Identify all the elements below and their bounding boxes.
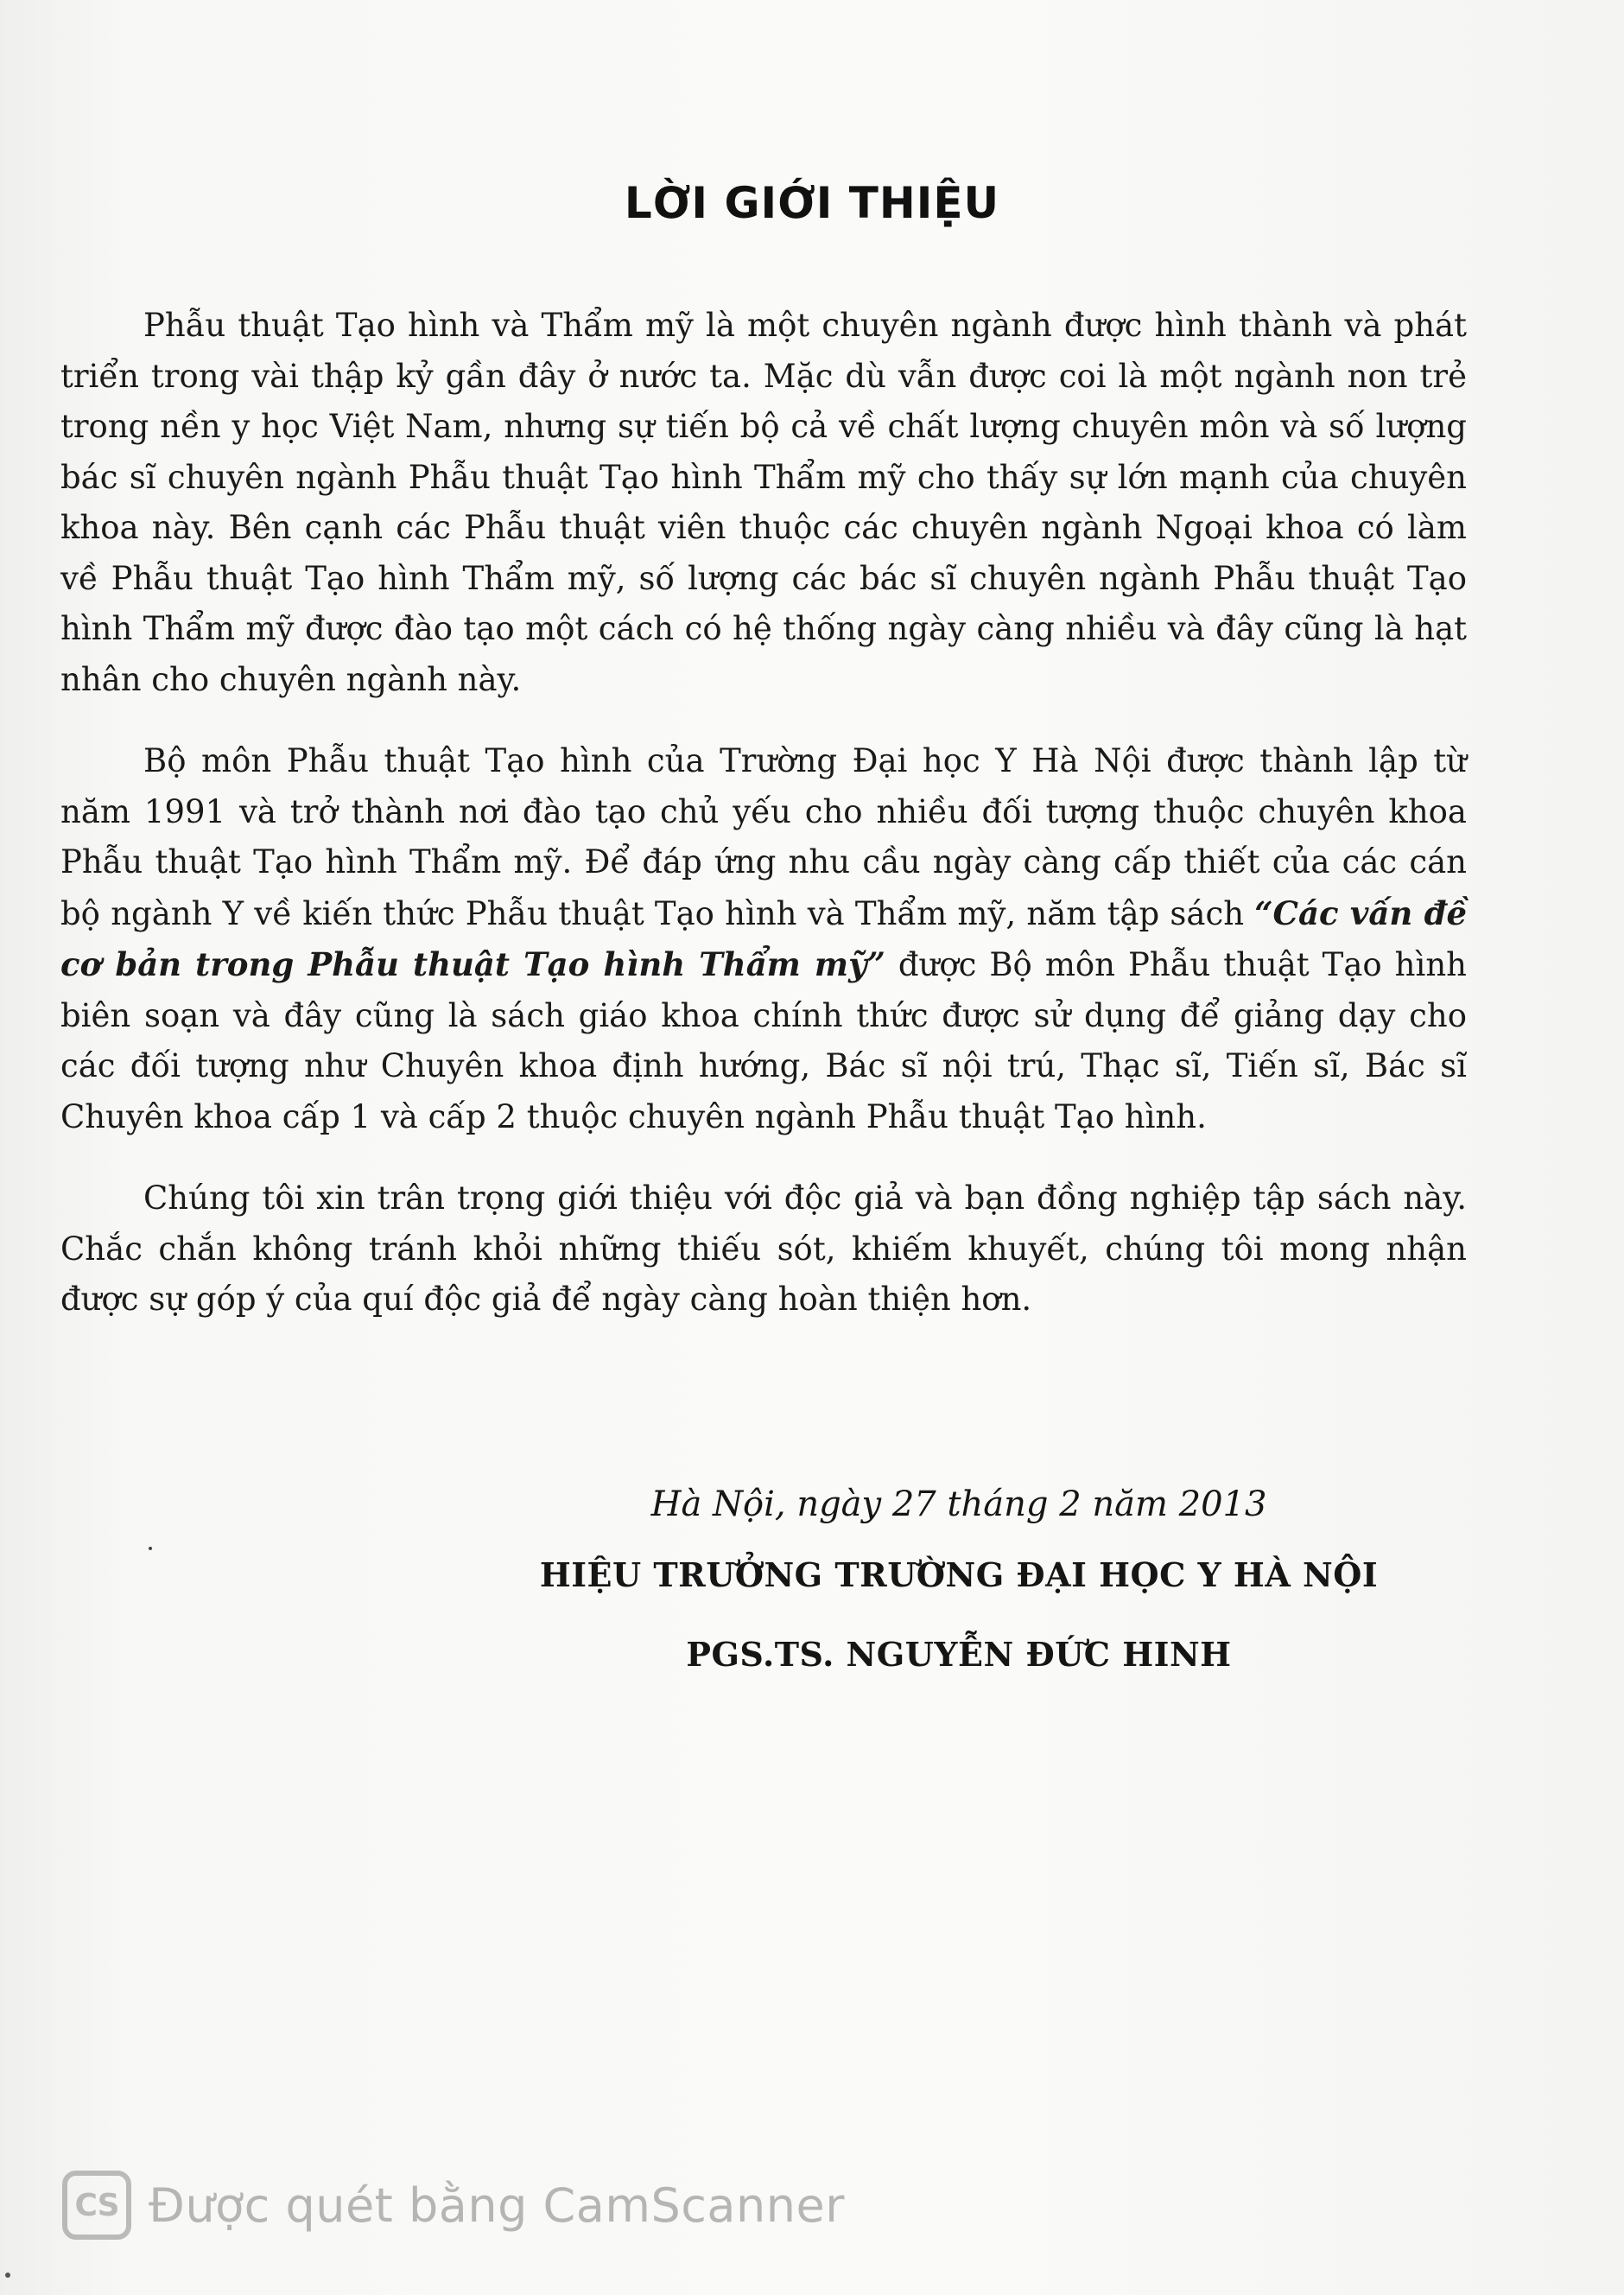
- paragraph-2-before: Bộ môn Phẫu thuật Tạo hình của Trường Đại học Y Hà Nội được thành lập từ năm 1991 và trở thành nơi đào tạo chủ yếu cho nhiều đối tượng thuộc chuyên khoa Phẫu thuật Tạo hình Thẩm mỹ. Để đáp ứng nhu cầu ngày càng cấp thiết của các cán bộ ngành Y về kiến thức Phẫu thuật Tạo hình và Thẩm mỹ, năm tập sách: [60, 742, 1467, 932]
- signature-place-date: Hà Nội, ngày 27 tháng 2 năm 2013: [650, 1484, 1267, 1524]
- paragraph-2: [60, 736, 1467, 1142]
- paragraph-3: Chúng tôi xin trân trọng giới thiệu với độc giả và bạn đồng nghiệp tập sách này. Chắc chắn không tránh khỏi những thiếu sót, khiếm khuyết, chúng tôi mong nhận được sự góp ý của quí độc giả để ngày càng hoàn thiện hơn.: [60, 1179, 1467, 1318]
- signature-role: HIỆU TRƯỞNG TRƯỜNG ĐẠI HỌC Y HÀ NỘI: [539, 1555, 1379, 1594]
- introduction-body: [60, 301, 1467, 1326]
- paragraph-2-after: được Bộ môn Phẫu thuật Tạo hình biên soạn và đây cũng là sách giáo khoa chính thức được sử dụng để giảng dạy cho các đối tượng như Chuyên khoa định hướng, Bác sĩ nội trú, Thạc sĩ, Tiến sĩ, Bác sĩ Chuyên khoa cấp 1 và cấp 2 thuộc chuyên ngành Phẫu thuật Tạo hình.: [60, 946, 1467, 1135]
- book-title: “Các vấn đề cơ bản trong Phẫu thuật Tạo hình Thẩm mỹ”: [60, 893, 1467, 983]
- camscanner-watermark: [62, 2171, 845, 2240]
- paragraph-1: Phẫu thuật Tạo hình và Thẩm mỹ là một chuyên ngành được hình thành và phát triển trong vài thập kỷ gần đây ở nước ta. Mặc dù vẫn được coi là một ngành non trẻ trong nền y học Việt Nam, nhưng sự tiến bộ cả về chất lượng chuyên môn và số lượng bác sĩ chuyên ngành Phẫu thuật Tạo hình Thẩm mỹ cho thấy sự lớn mạnh của chuyên khoa này. Bên cạnh các Phẫu thuật viên thuộc các chuyên ngành Ngoại khoa có làm về Phẫu thuật Tạo hình Thẩm mỹ, số lượng các bác sĩ chuyên ngành Phẫu thuật Tạo hình Thẩm mỹ được đào tạo một cách có hệ thống ngày càng nhiều và đây cũng là hạt nhân cho chuyên ngành này.: [60, 307, 1467, 698]
- watermark-text: Được quét bằng CamScanner: [149, 2177, 845, 2233]
- camscanner-logo-icon: CS: [62, 2171, 131, 2240]
- signature-name: PGS.TS. NGUYỄN ĐỨC HINH: [686, 1635, 1232, 1674]
- corner-dot: [5, 2273, 10, 2278]
- page-title: LỜI GIỚI THIỆU: [624, 178, 1000, 228]
- stray-dot: [149, 1547, 152, 1550]
